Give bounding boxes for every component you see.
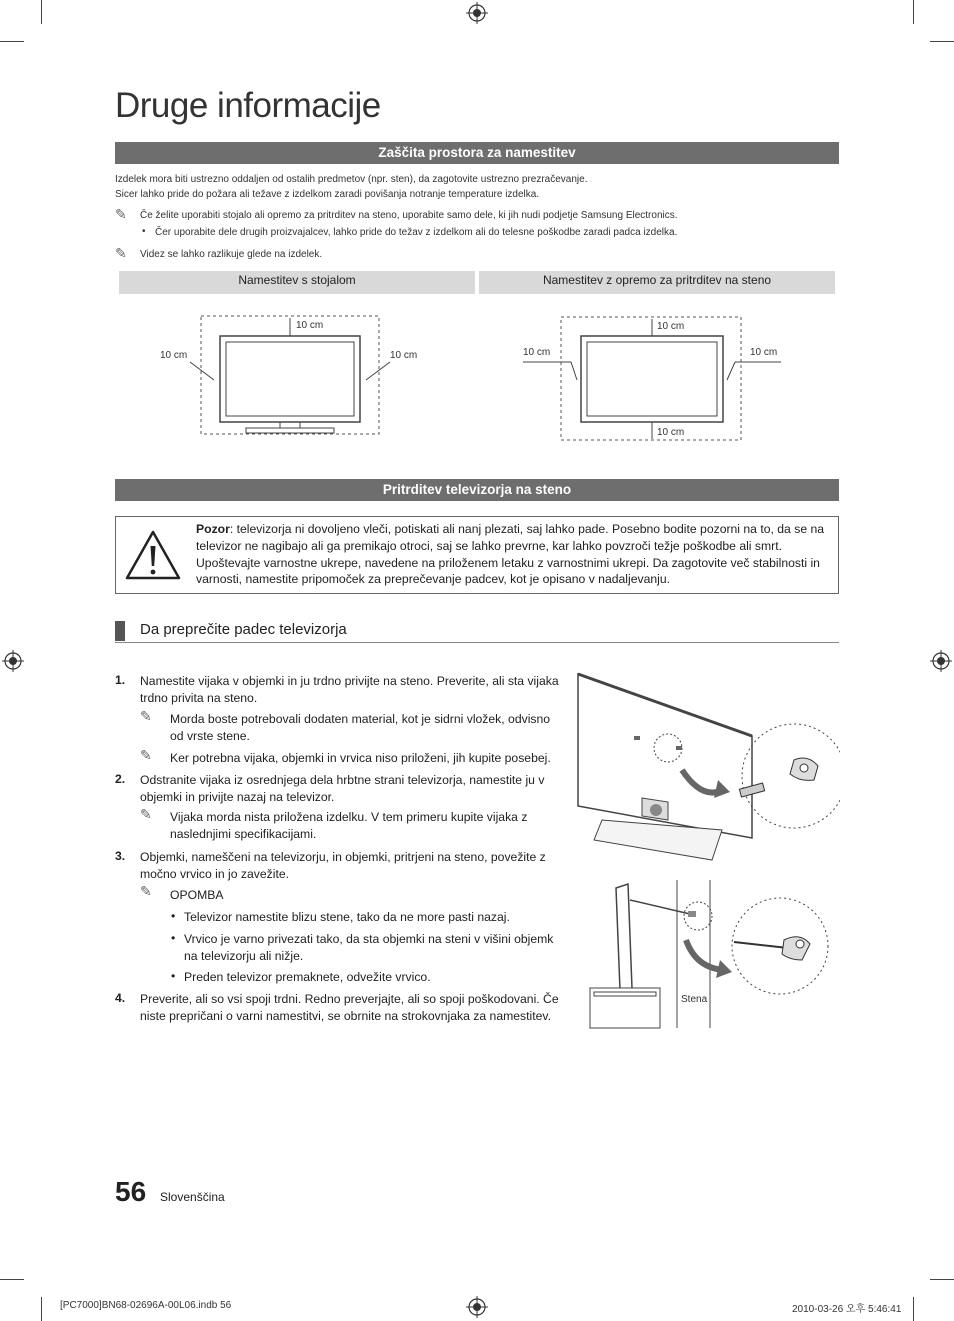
dimension-label: 10 cm	[390, 350, 418, 361]
crop-mark	[41, 0, 42, 24]
note-bullet-text: Vrvico je varno privezati tako, da sta objemki na steni v višini objemk na televizorju ali nižje.	[184, 932, 554, 963]
step-text: Namestite vijaka v objemki in ju trdno privijte na steno. Preverite, ali sta vijaka trdno privita na steno.	[140, 674, 559, 705]
note-label: OPOMBA	[170, 888, 224, 902]
step-note: Ker potrebna vijaka, objemki in vrvica niso priloženi, jih kupite posebej.	[170, 751, 551, 765]
section-heading-ventilation: Zaščita prostora za namestitev	[115, 142, 839, 164]
step-number: 2.	[115, 772, 126, 786]
bullet-icon: •	[142, 226, 146, 237]
warning-triangle-icon	[124, 528, 182, 582]
tv-back-clip-illustration	[572, 670, 840, 862]
dimension-label: 10 cm	[657, 321, 685, 332]
crop-mark	[0, 1279, 24, 1280]
dimension-label: 10 cm	[296, 320, 324, 331]
bullet-icon: •	[171, 931, 176, 945]
page-number: 56	[115, 1176, 147, 1207]
intro-line: Sicer lahko pride do požara ali težave z izdelkom zaradi povišanja notranje temperature izdelka.	[115, 189, 540, 200]
crop-mark	[41, 1297, 42, 1321]
section-marker	[115, 621, 125, 641]
column-header-stand: Namestitev s stojalom	[119, 271, 475, 294]
section-heading-wall-mount: Pritrditev televizorja na steno	[115, 479, 839, 501]
pencil-note-icon: ✎	[140, 806, 152, 822]
crop-mark	[913, 0, 914, 24]
warning-label: Pozor	[196, 522, 230, 536]
step-number: 1.	[115, 673, 126, 687]
wall-mount-install-diagram	[515, 310, 795, 442]
pencil-note-icon: ✎	[140, 708, 152, 724]
note-text: Videz se lahko razlikuje glede na izdelek.	[140, 249, 323, 260]
note-bullet-text: Televizor namestite blizu stene, tako da ne more pasti nazaj.	[184, 910, 510, 924]
note-text: Če želite uporabiti stojalo ali opremo za pritrditev na steno, uporabite samo dele, ki jih nudi podjetje Samsung Electronics.	[140, 210, 678, 221]
step-number: 3.	[115, 849, 126, 863]
pencil-note-icon: ✎	[140, 747, 152, 763]
subsection-header	[115, 620, 839, 643]
print-date-info: 2010-03-26 오후 5:46:41	[792, 1304, 902, 1315]
crop-mark	[930, 1279, 954, 1280]
wall-label: Stena	[681, 994, 708, 1005]
side-view-wall-illustration	[586, 878, 836, 1030]
print-file-info: [PC7000]BN68-02696A-00L06.indb 56	[60, 1300, 232, 1311]
step-note: Morda boste potrebovali dodaten material, kot je sidrni vložek, odvisno od vrste stene.	[170, 712, 551, 743]
pencil-note-icon: ✎	[115, 245, 127, 261]
intro-text	[115, 172, 845, 202]
registration-mark-icon	[2, 650, 24, 672]
registration-mark-icon	[466, 2, 488, 24]
step-number: 4.	[115, 991, 126, 1005]
bullet-icon: •	[171, 909, 176, 923]
stand-install-diagram	[150, 310, 440, 440]
subsection-title: Da preprečite padec televizorja	[140, 621, 347, 638]
column-header-wall-mount: Namestitev z opremo za pritrditev na steno	[479, 271, 835, 294]
page-title: Druge informacije	[115, 86, 381, 125]
crop-mark	[0, 41, 24, 42]
warning-text	[196, 521, 826, 588]
intro-line: Izdelek mora biti ustrezno oddaljen od ostalih predmetov (npr. sten), da zagotovite ustrezno prezračevanje.	[115, 174, 588, 185]
warning-body: : televizorja ni dovoljeno vleči, potiskati ali nanj plezati, saj lahko pade. Posebno bodite pozorni na to, da se na televizor ne nagibajo ali ga premikajo otroci, saj se lahko prevrne, kar lahko povzroči težje poškodbe ali smrt. Upoštevajte varnostne ukrepe, navedene na priloženem letaku z varnostnimi ukrepi. Da zagotovite več stabilnosti in varnosti, namestite pripomoček za preprečevanje padcev, kot je opisano v nadaljevanju.	[196, 522, 825, 587]
bullet-icon: •	[171, 969, 176, 983]
page-language: Slovenščina	[160, 1190, 225, 1204]
note-bullet-text: Preden televizor premaknete, odvežite vrvico.	[184, 970, 431, 984]
dimension-label: 10 cm	[523, 347, 551, 358]
step-text: Odstranite vijaka iz osrednjega dela hrbtne strani televizorja, namestite ju v objemki in privijte nazaj na televizor.	[140, 773, 545, 804]
registration-mark-icon	[930, 650, 952, 672]
step-text: Preverite, ali so vsi spoji trdni. Redno preverjajte, ali so spoji poškodovani. Če niste prepričani o varni namestitvi, se obrnite na strokovnjaka za namestitev.	[140, 992, 559, 1023]
note-bullet-text: Čer uporabite dele drugih proizvajalcev, lahko pride do težav z izdelkom ali do telesne poškodbe zaradi padca izdelka.	[155, 227, 678, 238]
pencil-note-icon: ✎	[140, 883, 152, 899]
dimension-label: 10 cm	[750, 347, 778, 358]
registration-mark-icon	[466, 1296, 488, 1318]
step-note: Vijaka morda nista priložena izdelku. V tem primeru kupite vijaka z naslednjimi specifikacijami.	[170, 810, 528, 841]
crop-mark	[930, 41, 954, 42]
step-text: Objemki, nameščeni na televizorju, in objemki, pritrjeni na steno, povežite z močno vrvico in jo zavežite.	[140, 850, 546, 881]
pencil-note-icon: ✎	[115, 206, 127, 222]
dimension-label: 10 cm	[160, 350, 188, 361]
dimension-label: 10 cm	[657, 427, 685, 438]
crop-mark	[913, 1297, 914, 1321]
